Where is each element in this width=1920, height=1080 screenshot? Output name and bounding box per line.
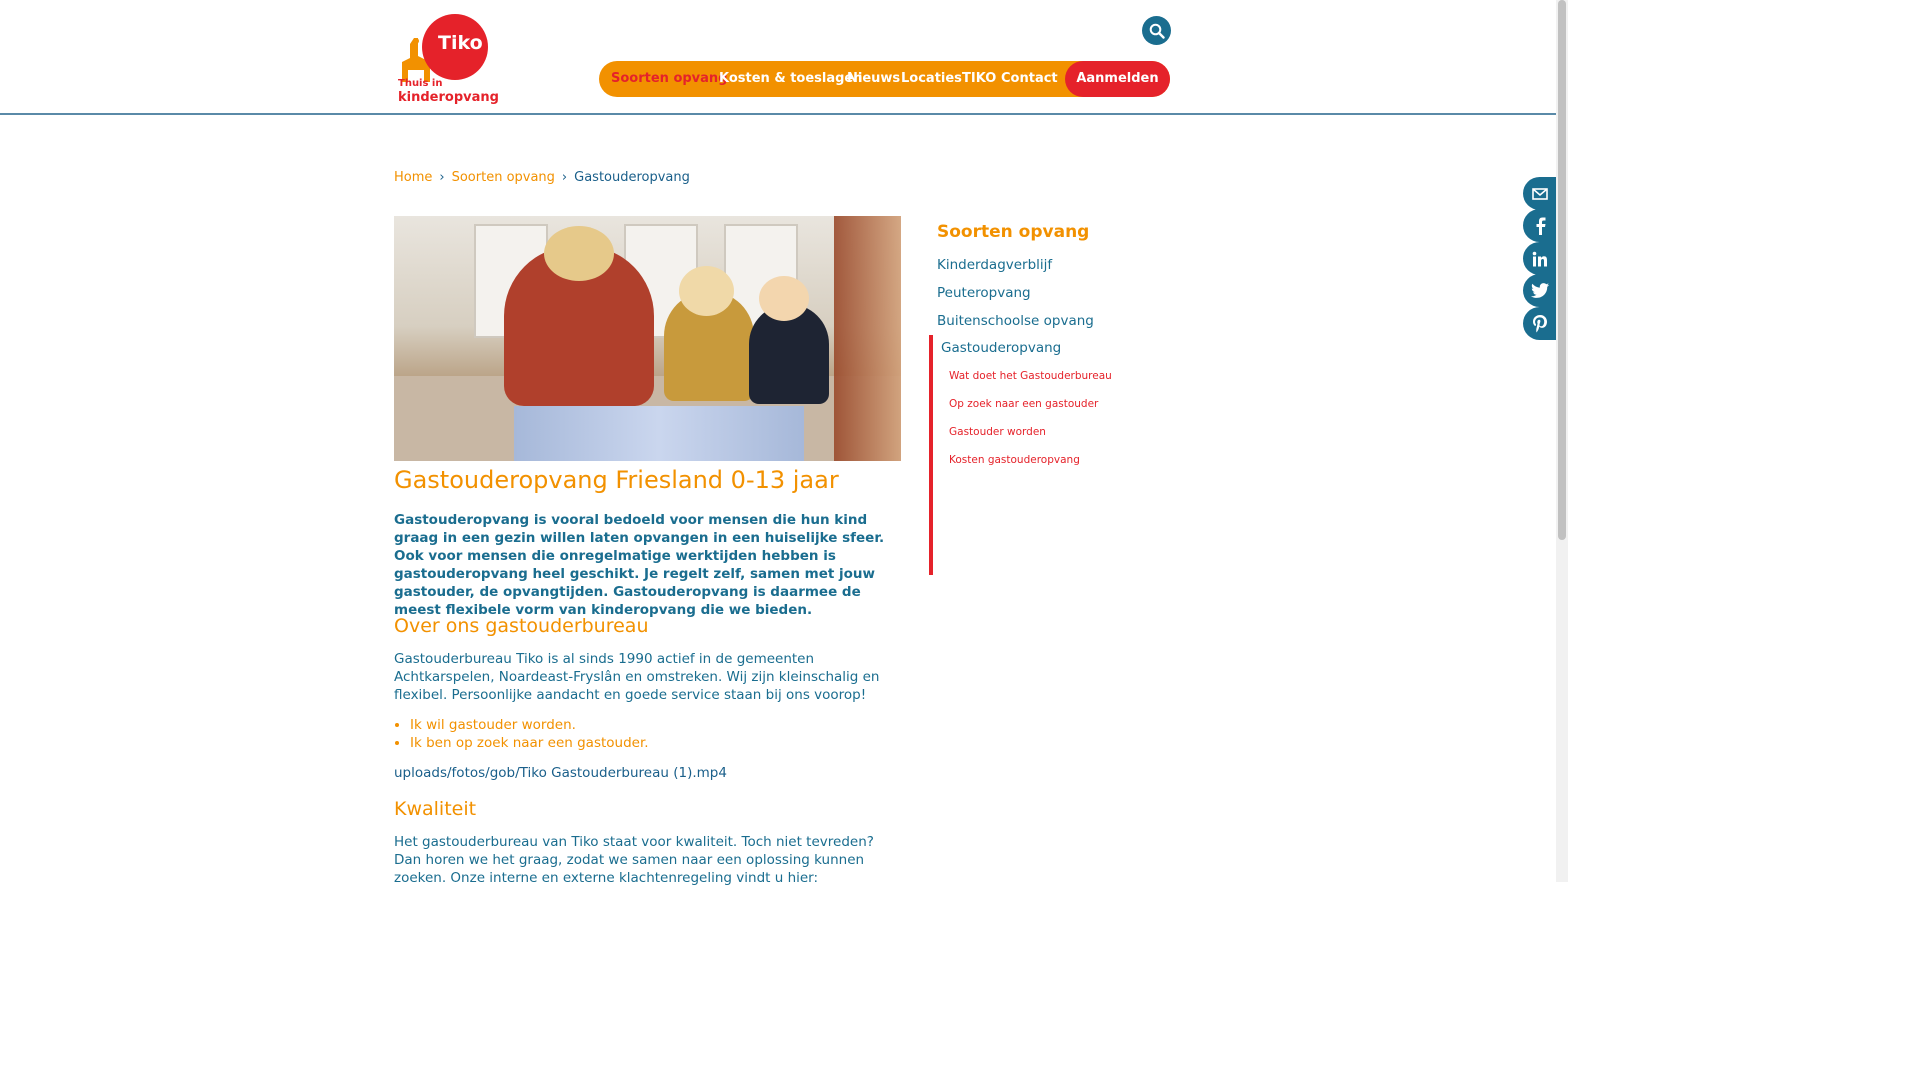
breadcrumb-home[interactable]: Home <box>394 170 433 185</box>
video-link[interactable]: uploads/fotos/gob/Tiko Gastouderbureau (1).mp4 <box>394 765 727 781</box>
sidebar-subitem-gastouder-worden[interactable]: Gastouder worden <box>949 426 1046 438</box>
nav-locaties[interactable]: Locaties <box>901 71 962 86</box>
share-linkedin-button[interactable] <box>1523 242 1556 275</box>
sidebar-active-indicator <box>929 335 933 575</box>
logo-tagline-kinderopvang: kinderopvang <box>398 90 499 105</box>
aanmelden-button[interactable]: Aanmelden <box>1065 61 1170 97</box>
sidebar-item-peuteropvang[interactable]: Peuteropvang <box>937 285 1031 301</box>
nav-tiko[interactable]: TIKO <box>962 71 997 86</box>
sidebar-subitem-kosten[interactable]: Kosten gastouderopvang <box>949 454 1080 466</box>
share-mail-button[interactable] <box>1523 177 1556 210</box>
intro-text: Gastouderopvang is vooral bedoeld voor mensen die hun kind graag in een gezin willen laten opvangen in een huiselijke sfeer. Ook voor mensen die onregelmatige werktijden hebben is gastouderopvang heel geschikt. Je regelt zelf, samen met jouw gastouder, de opvangtijden. Gastouderopvang is daarmee de meest flexibele vorm van kinderopvang die we bieden. <box>394 512 885 618</box>
nav-soorten-opvang[interactable]: Soorten opvang <box>611 71 728 86</box>
site-header <box>0 0 1556 115</box>
search-icon <box>1149 23 1165 39</box>
section-text-kwaliteit: Het gastouderbureau van Tiko staat voor kwaliteit. Toch niet tevreden? Dan horen we het graag, zodat we samen naar een oplossing kunnen zoeken. Onze interne en externe klachtenregeling vindt u hier: <box>394 834 874 886</box>
chevron-right-icon: › <box>561 170 568 185</box>
nav-contact[interactable]: Contact <box>1001 71 1058 86</box>
mail-icon <box>1532 188 1548 200</box>
breadcrumb-soorten-opvang[interactable]: Soorten opvang <box>451 170 555 185</box>
sidebar-subitem-wat-doet[interactable]: Wat doet het Gastouderbureau <box>949 370 1112 382</box>
sidebar-title: Soorten opvang <box>937 222 1090 242</box>
section-text-gastouderbureau: Gastouderbureau Tiko is al sinds 1990 actief in de gemeenten Achtkarspelen, Noardeast-Fryslân en omstreken. Wij zijn kleinschalig en flexibel. Persoonlijke aandacht en goede service staan bij ons voorop! <box>394 651 880 703</box>
chevron-right-icon: › <box>439 170 445 185</box>
share-pinterest-button[interactable] <box>1523 307 1556 340</box>
link-gastouder-worden[interactable]: • Ik wil gastouder worden. <box>410 716 649 734</box>
share-twitter-button[interactable] <box>1523 274 1556 307</box>
tiko-logo[interactable] <box>394 10 499 108</box>
breadcrumb-current: Gastouderopvang <box>574 170 690 185</box>
sidebar-item-gastouderopvang[interactable]: Gastouderopvang <box>941 340 1062 356</box>
facebook-icon <box>1534 217 1546 235</box>
link-zoek-gastouder[interactable]: • Ik ben op zoek naar een gastouder. <box>410 734 649 752</box>
search-button[interactable] <box>1142 16 1171 45</box>
page-title: Gastouderopvang Friesland 0-13 jaar <box>394 466 839 494</box>
twitter-icon <box>1531 283 1549 298</box>
page-scrollbar[interactable] <box>1556 0 1568 882</box>
link-list <box>394 716 649 752</box>
share-facebook-button[interactable] <box>1523 209 1556 242</box>
nav-kosten-toeslagen[interactable]: Kosten & toeslagen <box>719 71 863 86</box>
logo-tagline: Thuis in <box>398 78 443 89</box>
main-navigation <box>599 61 1170 97</box>
hero-photo <box>394 216 901 461</box>
section-heading-gastouderbureau: Over ons gastouderbureau <box>394 615 649 637</box>
scrollbar-thumb[interactable] <box>1558 0 1566 540</box>
sidebar-subitem-op-zoek[interactable]: Op zoek naar een gastouder <box>949 398 1099 410</box>
breadcrumb <box>394 170 690 185</box>
linkedin-icon <box>1532 251 1548 267</box>
pinterest-icon <box>1533 315 1547 333</box>
nav-nieuws[interactable]: Nieuws <box>847 71 901 86</box>
sidebar-item-kinderdagverblijf[interactable]: Kinderdagverblijf <box>937 257 1053 273</box>
logo-name: Tiko <box>438 32 483 54</box>
section-heading-kwaliteit: Kwaliteit <box>394 798 477 820</box>
sidebar-item-buitenschoolse-opvang[interactable]: Buitenschoolse opvang <box>937 313 1094 329</box>
